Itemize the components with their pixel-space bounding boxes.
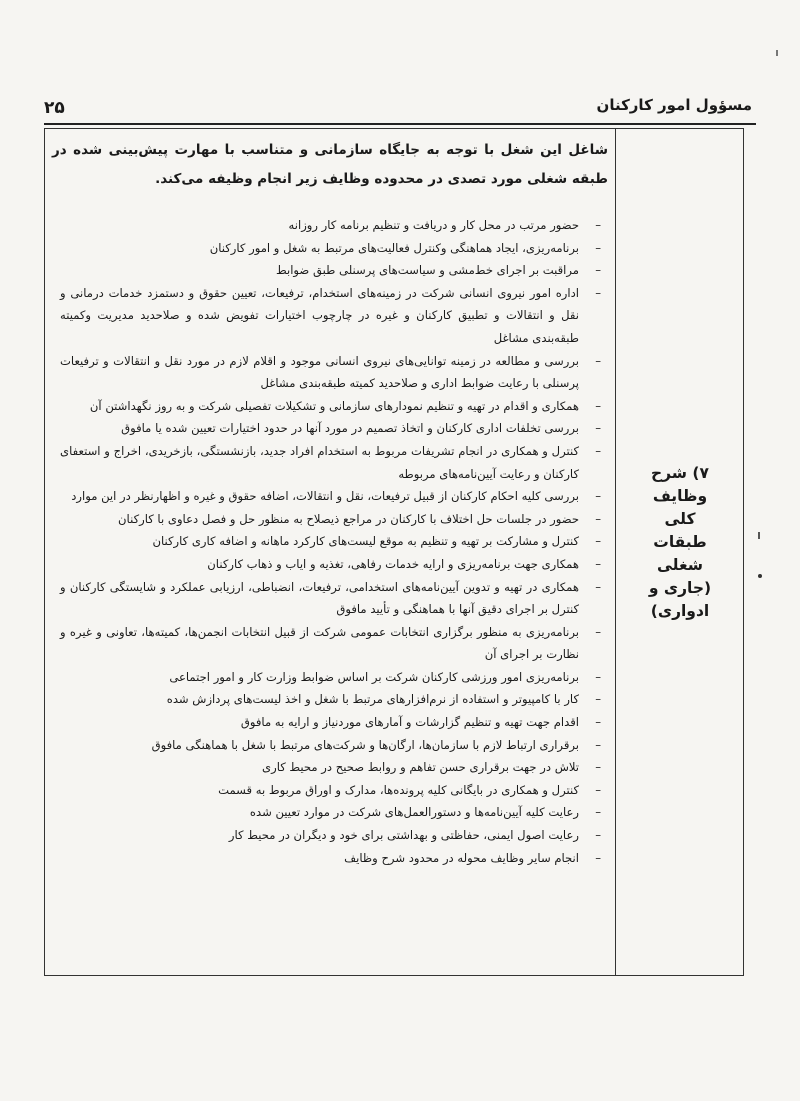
duty-item: – همکاری جهت برنامه‌ریزی و ارایه خدمات رفاهی، تغذیه و ایاب و ذهاب کارکنان (60, 553, 605, 576)
section-label-line: وظایف (652, 487, 708, 505)
section-label (617, 462, 743, 623)
intro-paragraph: شاغل این شغل با توجه به جایگاه سازمانی و متناسب با مهارت پیش‌بینی شده در طبقه شغلی مورد تصدی در محدوده وظایف زیر انجام وظیفه می‌کند. (52, 142, 608, 187)
duty-item: – بررسی و مطالعه در زمینه توانایی‌های نیروی انسانی موجود و اقلام لازم در مورد نقل و انتقالات و ترفیعات پرسنلی با رعایت ضوابط اداری و صلاحدید کمیته طبقه‌بندی مشاغل (60, 350, 605, 395)
duty-item: – حضور مرتب در محل کار و دریافت و تنظیم برنامه کار روزانه (60, 214, 605, 237)
duty-item: – رعایت کلیه آیین‌نامه‌ها و دستورالعمل‌های شرکت در موارد تعیین شده (60, 801, 605, 824)
duty-item: – برنامه‌ریزی امور ورزشی کارکنان شرکت بر اساس ضوابط وزارت کار و امور اجتماعی (60, 666, 605, 689)
duty-item: – برنامه‌ریزی، ایجاد هماهنگی وکنترل فعالیت‌های مرتبط به شغل و امور کارکنان (60, 237, 605, 260)
header-rule (44, 123, 756, 125)
page-number: ۲۵ (44, 98, 65, 118)
duty-item: – رعایت اصول ایمنی، حفاظتی و بهداشتی برای خود و دیگران در محیط کار (60, 824, 605, 847)
duty-item: – تلاش در جهت برقراری حسن تفاهم و روابط صحیح در محیط کاری (60, 756, 605, 779)
section-label-line: طبقات (653, 533, 707, 551)
duties-list (60, 214, 605, 869)
duty-item: – اداره امور نیروی انسانی شرکت در زمینه‌های استخدام، ترفیعات، تعیین حقوق و دستمزد خدمات درمانی و نقل و انتقالات و تطبیق کارکنان و غیره در چارچوب اختیارات تفویض شده و صلاحدید مدیریت وکمیته طبقه‌بندی مشاغل (60, 282, 605, 350)
margin-tick-mark (758, 532, 760, 539)
duty-item: – حضور در جلسات حل اختلاف با کارکنان در مراجع ذیصلاح به منظور حل و فصل دعاوی با کارکنان (60, 508, 605, 531)
duty-item: – مراقبت بر اجرای خط‌مشی و سیاست‌های پرسنلی طبق ضوابط (60, 259, 605, 282)
duty-item: – انجام سایر وظایف محوله در محدود شرح وظایف (60, 847, 605, 870)
section-label-line: (جاری و (648, 579, 712, 597)
section-label-line: کلی (664, 510, 696, 528)
page-header-title: مسؤول امور کارکنان (596, 96, 752, 114)
margin-dot-mark (758, 574, 762, 578)
duty-item: – همکاری و اقدام در تهیه و تنظیم نمودارهای سازمانی و تشکیلات تفصیلی شرکت و به روز نگهداشتن آن (60, 395, 605, 418)
duty-item: – کار با کامپیوتر و استفاده از نرم‌افزارهای مرتبط با شغل و اخذ لیست‌های پردازش شده (60, 688, 605, 711)
duty-item: – همکاری در تهیه و تدوین آیین‌نامه‌های استخدامی، ترفیعات، انضباطی، ارزیابی عملکرد و شایستگی کارکنان و کنترل بر اجرای دقیق آنها با هماهنگی و تأیید مافوق (60, 576, 605, 621)
margin-tick-mark (776, 50, 778, 56)
duty-item: – بررسی کلیه احکام کارکنان از قبیل ترفیعات، نقل و انتقالات، اضافه حقوق و غیره و اظهارنظر در این موارد (60, 485, 605, 508)
duty-item: – کنترل و مشارکت بر تهیه و تنظیم به موقع لیست‌های کارکرد ماهانه و اضافه کاری کارکنان (60, 530, 605, 553)
section-label-line: ادواری) (650, 602, 710, 620)
column-divider (615, 128, 616, 976)
duty-item: – بررسی تخلفات اداری کارکنان و اتخاذ تصمیم در مورد آنها در حدود اختیارات تعیین شده یا مافوق (60, 417, 605, 440)
duty-item: – برنامه‌ریزی به منظور برگزاری انتخابات عمومی شرکت از قبیل انتخابات انجمن‌ها، کمیته‌ها، تعاونی و غیره و نظارت بر اجرای آن (60, 621, 605, 666)
duty-item: – اقدام جهت تهیه و تنظیم گزارشات و آمارهای موردنیاز و ارایه به مافوق (60, 711, 605, 734)
section-label-line: شغلی (656, 556, 703, 574)
duty-item: – کنترل و همکاری در بایگانی کلیه پرونده‌ها، مدارک و اوراق مربوط به قسمت (60, 779, 605, 802)
section-label-line: ۷) شرح (650, 464, 709, 482)
duty-item: – برقراری ارتباط لازم با سازمان‌ها، ارگان‌ها و شرکت‌های مرتبط با شغل با هماهنگی مافوق (60, 734, 605, 757)
duty-item: – کنترل و همکاری در انجام تشریفات مربوط به استخدام افراد جدید، بازنشستگی، بازخریدی، اخراج و استعفای کارکنان و رعایت آیین‌نامه‌های مربوطه (60, 440, 605, 485)
